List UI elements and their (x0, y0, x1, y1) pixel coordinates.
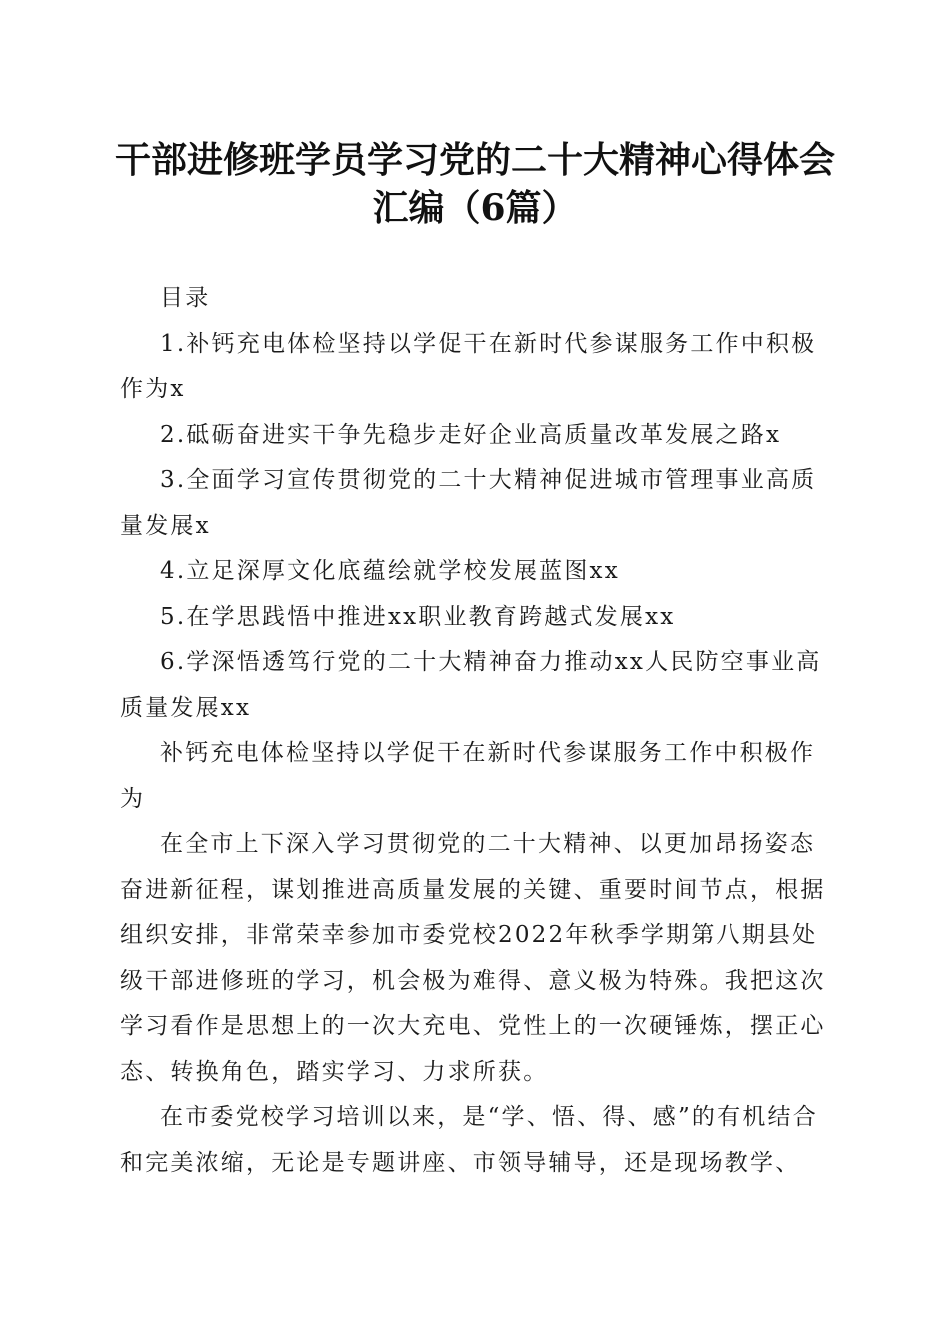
toc-heading: 目录 (160, 285, 211, 311)
toc-item: 2.砥砺奋进实干争先稳步走好企业高质量改革发展之路x (160, 421, 782, 448)
toc-item: 5.在学思践悟中推进xx职业教育跨越式发展xx (160, 603, 676, 630)
toc-item: 4.立足深厚文化底蕴绘就学校发展蓝图xx (160, 558, 620, 584)
body-paragraph: 在全市上下深入学习贯彻党的二十大精神、以更加昂扬姿态奋进新征程，谋划推进高质量发展的关键、重要时间节点，根据组织安排，非常荣幸参加市委党校2022年秋季学期第八期县处级干部进修班的学习，机会极为难得、意义极为特殊。我把这次学习看作是思想上的一次大充电、党性上的一次硬锤炼，摆正心态、转换角色，踏实学习、力求所获。 (120, 831, 826, 1085)
body-paragraph: 在市委党校学习培训以来，是“学、悟、得、感”的有机结合和完美浓缩，无论是专题讲座、市领导辅导，还是现场教学、 (120, 1104, 818, 1176)
toc-item: 3.全面学习宣传贯彻党的二十大精神促进城市管理事业高质量发展x (120, 467, 817, 539)
article-title: 补钙充电体检坚持以学促干在新时代参谋服务工作中积极作为 (120, 740, 816, 812)
document-body (120, 276, 830, 1186)
document-title-line-2: 汇编（6篇） (372, 187, 578, 229)
toc-item: 6.学深悟透笃行党的二十大精神奋力推动xx人民防空事业高质量发展xx (120, 649, 822, 721)
document-title-line-1: 干部进修班学员学习党的二十大精神心得体会 (114, 139, 835, 181)
toc-item: 1.补钙充电体检坚持以学促干在新时代参谋服务工作中积极作为x (120, 330, 817, 402)
